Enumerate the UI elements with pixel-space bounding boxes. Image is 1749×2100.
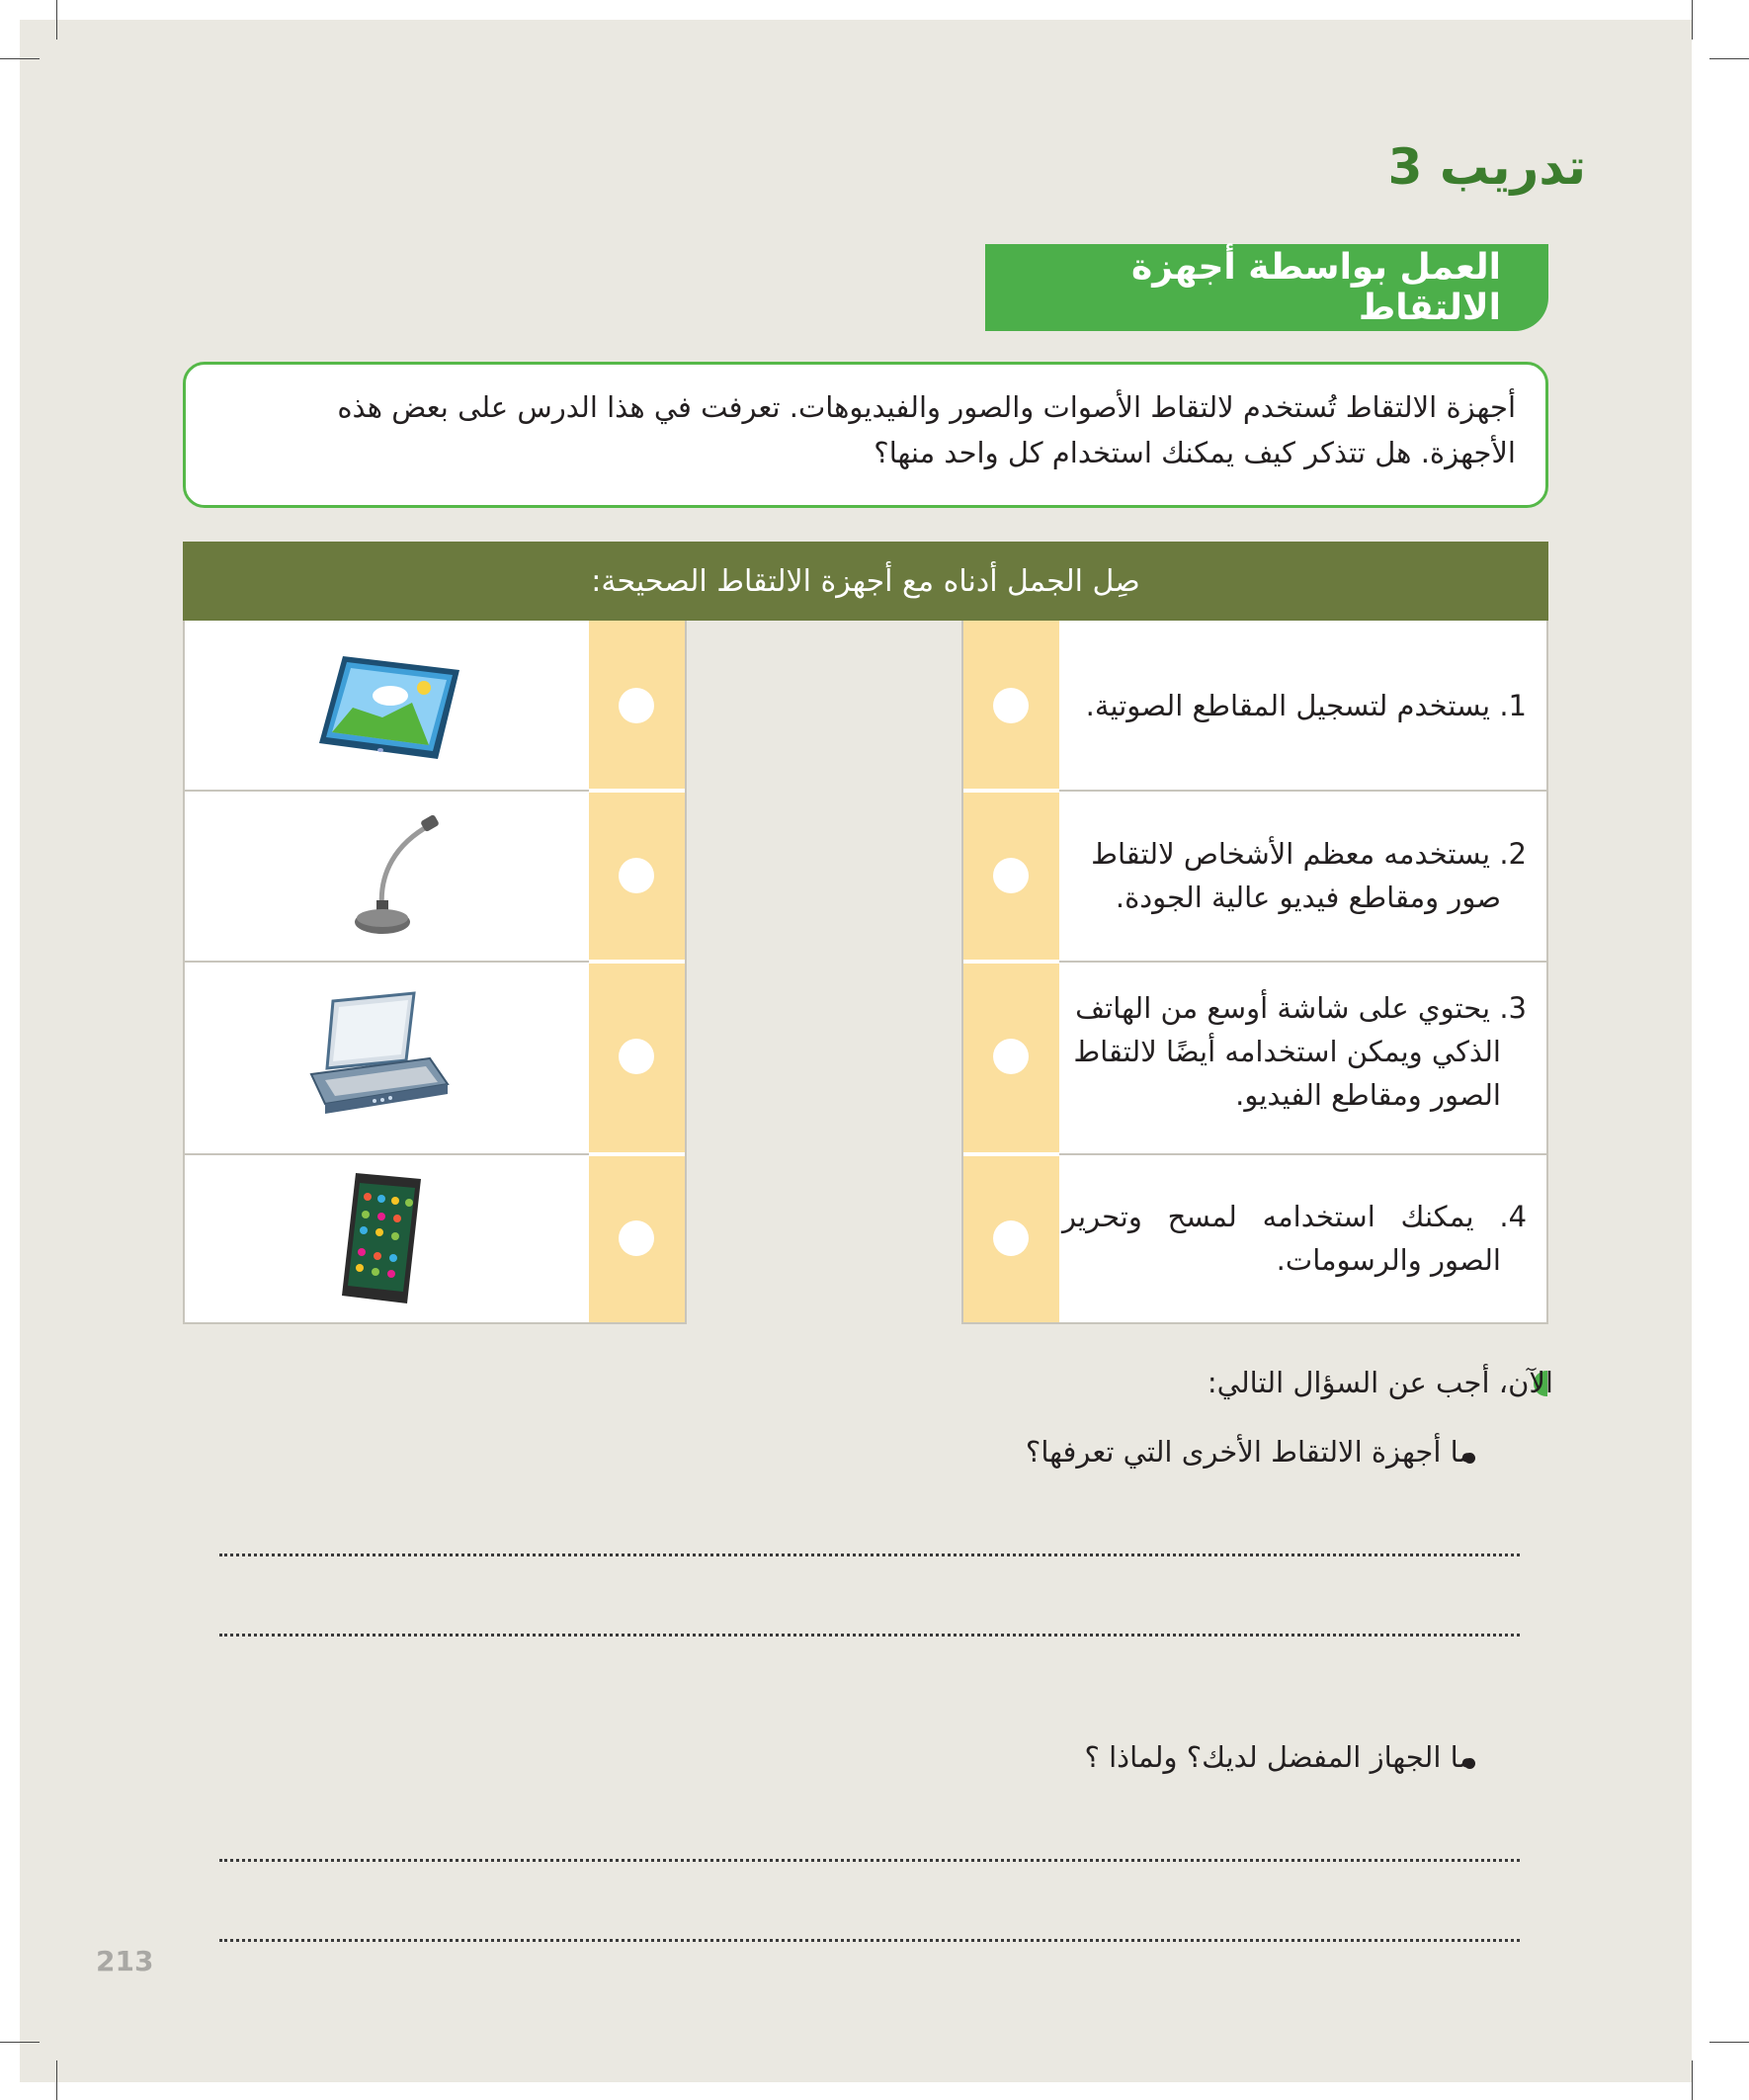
exercise-title: تدريب 3	[1387, 138, 1586, 196]
answer-line[interactable]	[219, 1554, 1520, 1556]
connect-dot-statement-4[interactable]	[993, 1220, 1029, 1256]
section-banner	[985, 244, 1548, 331]
connect-dot-device-2[interactable]	[619, 858, 654, 893]
scanner-icon	[303, 991, 452, 1120]
question-2: ما الجهاز المفضل لديك؟ ولماذا ؟	[1084, 1740, 1474, 1774]
crop-mark	[56, 0, 57, 40]
crop-mark	[1709, 58, 1749, 59]
answer-line[interactable]	[219, 1939, 1520, 1942]
connect-dot-device-4[interactable]	[619, 1220, 654, 1256]
row-divider	[1059, 961, 1546, 963]
intro-line-2: الأجهزة. هل تتذكر كيف يمكنك استخدام كل واحد منها؟	[874, 436, 1516, 469]
row-divider	[185, 961, 589, 963]
question-intro: الآن، أجب عن السؤال التالي:	[1207, 1366, 1553, 1399]
statement-1: 1. يستخدم لتسجيل المقاطع الصوتية.	[1085, 689, 1527, 722]
answer-line[interactable]	[219, 1634, 1520, 1637]
crop-mark	[56, 2060, 57, 2100]
connect-dot-statement-3[interactable]	[993, 1039, 1029, 1074]
statement-3: 3. يحتوي على شاشة أوسع من الهاتف الذكي ويمكن استخدامه أيضًا لالتقاط الصور ومقاطع الفيديو.	[1073, 991, 1527, 1112]
connector-strip	[589, 621, 685, 1322]
row-divider	[185, 790, 589, 792]
connect-dot-statement-2[interactable]	[993, 858, 1029, 893]
statements-table	[961, 621, 1548, 1324]
connector-strip	[963, 621, 1059, 1322]
crop-mark	[1692, 0, 1693, 40]
crop-mark	[0, 58, 40, 59]
microphone-icon	[323, 813, 442, 942]
crop-mark	[1709, 2042, 1749, 2043]
row-divider	[1059, 1153, 1546, 1155]
question-1: ما أجهزة الالتقاط الأخرى التي تعرفها؟	[1025, 1435, 1474, 1469]
banner-text: العمل بواسطة أجهزة الالتقاط	[1131, 247, 1501, 328]
connect-dot-device-1[interactable]	[619, 688, 654, 723]
smartphone-icon	[338, 1169, 437, 1307]
devices-table	[183, 621, 687, 1324]
page-number: 213	[96, 1945, 154, 1977]
answer-line[interactable]	[219, 1859, 1520, 1862]
instruction-header	[183, 542, 1548, 621]
statement-2: 2. يستخدمه معظم الأشخاص لالتقاط صور ومقاطع فيديو عالية الجودة.	[1091, 837, 1527, 914]
connect-dot-statement-1[interactable]	[993, 688, 1029, 723]
intro-line-1: أجهزة الالتقاط تُستخدم لالتقاط الأصوات والصور والفيديوهات. تعرفت في هذا الدرس على بعض هذه	[337, 390, 1516, 424]
statement-4: 4. يمكنك استخدامه لمسح وتحرير الصور والرسومات.	[1062, 1200, 1528, 1277]
intro-box	[183, 362, 1548, 508]
crop-mark	[0, 2042, 40, 2043]
row-divider	[1059, 790, 1546, 792]
connect-dot-device-3[interactable]	[619, 1039, 654, 1074]
tablet-icon	[313, 648, 471, 767]
crop-mark	[1692, 2060, 1693, 2100]
row-divider	[185, 1153, 589, 1155]
instruction-text: صِل الجمل أدناه مع أجهزة الالتقاط الصحيحة:	[591, 563, 1140, 599]
